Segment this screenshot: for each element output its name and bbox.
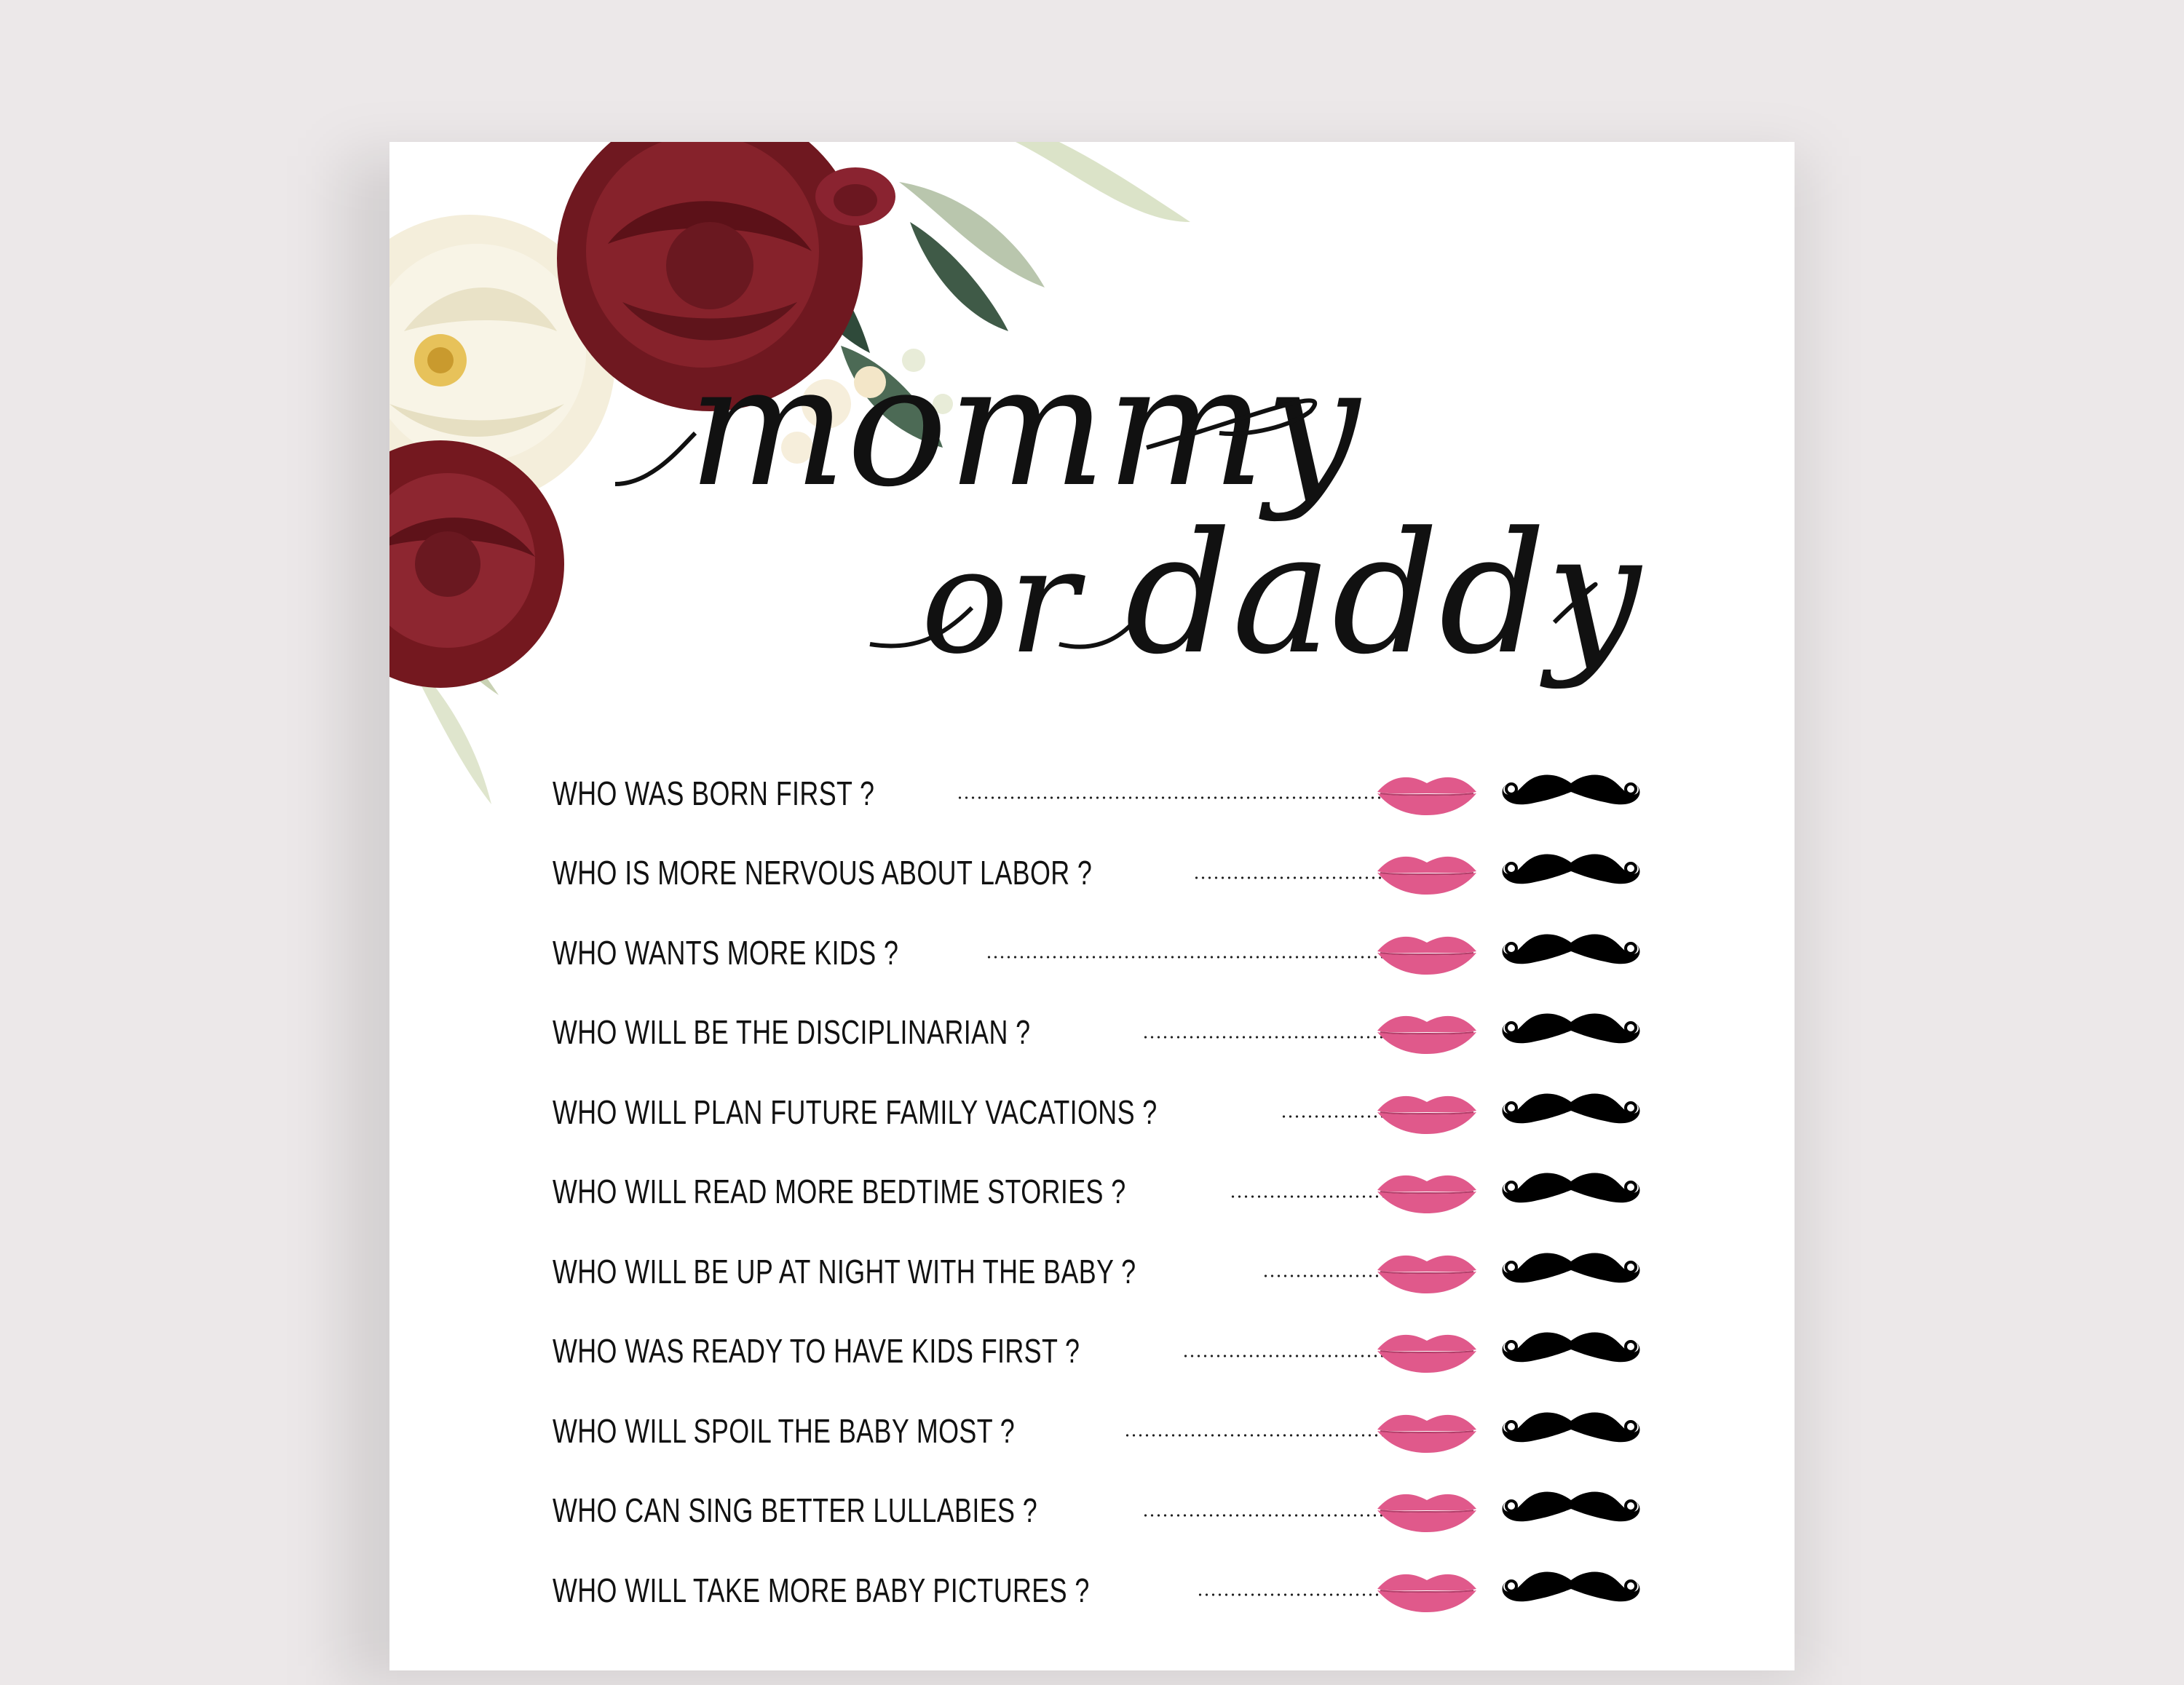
question-text: WHO WAS READY TO HAVE KIDS FIRST ?	[553, 1332, 1080, 1371]
mustache-icon[interactable]	[1500, 770, 1642, 817]
answer-dots	[957, 796, 1443, 800]
question-text: WHO WILL SPOIL THE BABY MOST ?	[553, 1411, 1016, 1450]
question-text: WHO WILL PLAN FUTURE FAMILY VACATIONS ?	[553, 1093, 1158, 1131]
lips-icon[interactable]	[1376, 1409, 1478, 1453]
mustache-icon[interactable]	[1500, 1487, 1642, 1534]
question-text: WHO WILL BE UP AT NIGHT WITH THE BABY ?	[553, 1252, 1136, 1290]
question-text: WHO WANTS MORE KIDS ?	[553, 933, 899, 972]
mustache-icon[interactable]	[1500, 1168, 1642, 1215]
mustache-icon[interactable]	[1500, 1408, 1642, 1454]
lips-icon[interactable]	[1376, 1488, 1478, 1532]
mustache-icon[interactable]	[1500, 1248, 1642, 1295]
mustache-icon[interactable]	[1500, 929, 1642, 976]
title-or: or	[921, 517, 1079, 686]
question-text: WHO WILL READ MORE BEDTIME STORIES ?	[553, 1173, 1126, 1211]
lips-icon[interactable]	[1376, 1569, 1478, 1612]
mustache-icon[interactable]	[1500, 1089, 1642, 1135]
lips-icon[interactable]	[1376, 1010, 1478, 1054]
question-text: WHO WAS BORN FIRST ?	[553, 774, 875, 812]
title	[389, 142, 1795, 724]
mustache-icon[interactable]	[1500, 1328, 1642, 1374]
lips-icon[interactable]	[1376, 772, 1478, 815]
question-text: WHO CAN SING BETTER LULLABIES ?	[553, 1491, 1038, 1530]
question-text: WHO WILL TAKE MORE BABY PICTURES ?	[553, 1571, 1090, 1609]
lips-icon[interactable]	[1376, 851, 1478, 895]
lips-icon[interactable]	[1376, 1329, 1478, 1373]
game-sheet	[389, 142, 1795, 1670]
title-daddy: daddy	[1125, 497, 1641, 691]
answer-dots	[986, 955, 1443, 959]
title-mommy: mommy	[688, 330, 1360, 524]
mustache-icon[interactable]	[1500, 1009, 1642, 1055]
mustache-icon[interactable]	[1500, 1567, 1642, 1614]
lips-icon[interactable]	[1376, 1170, 1478, 1213]
lips-icon[interactable]	[1376, 1250, 1478, 1293]
question-text: WHO IS MORE NERVOUS ABOUT LABOR ?	[553, 854, 1093, 892]
question-text: WHO WILL BE THE DISCIPLINARIAN ?	[553, 1013, 1031, 1052]
mustache-icon[interactable]	[1500, 849, 1642, 896]
lips-icon[interactable]	[1376, 1090, 1478, 1134]
lips-icon[interactable]	[1376, 931, 1478, 975]
